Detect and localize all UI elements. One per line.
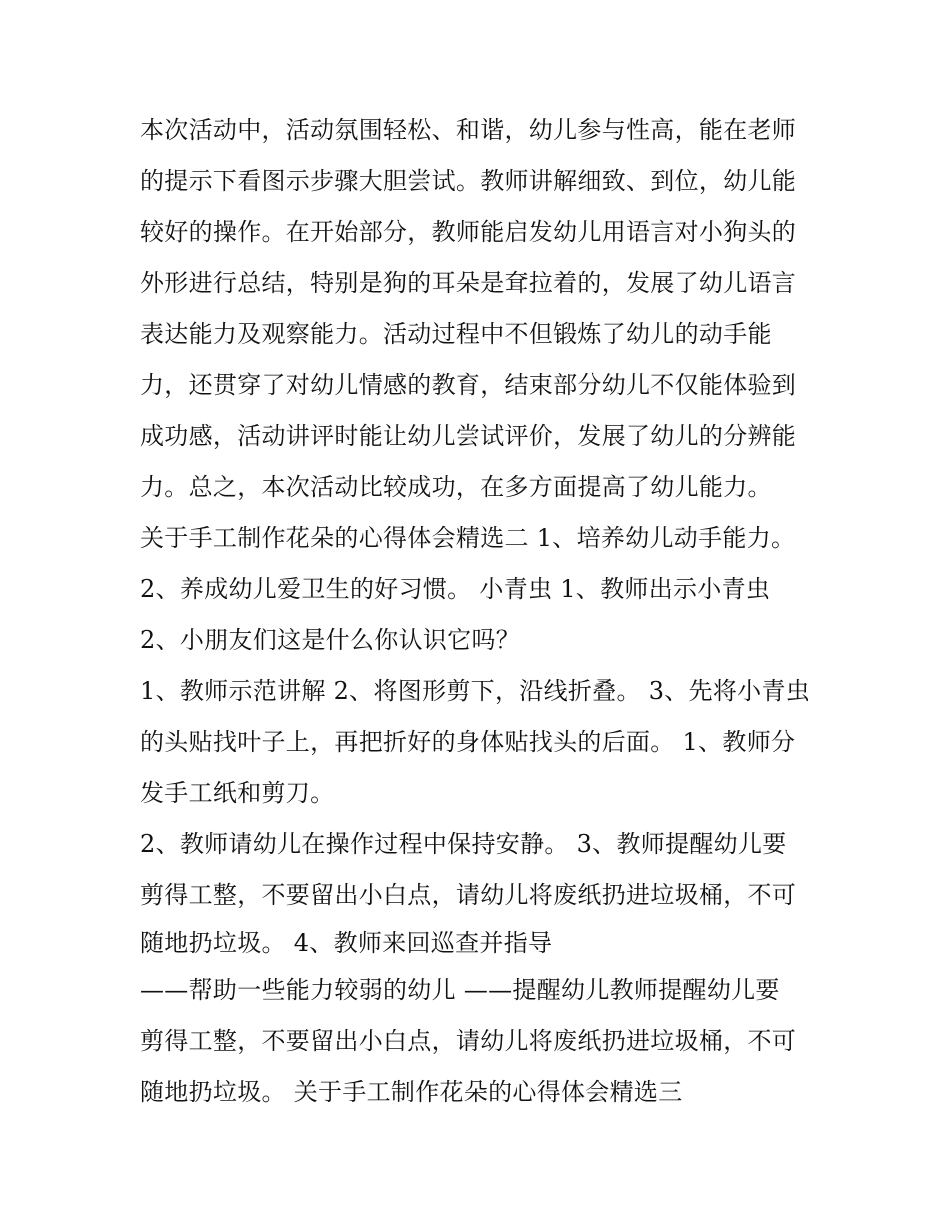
text-line: 力。总之，本次活动比较成功，在多方面提高了幼儿能力。 bbox=[140, 473, 772, 501]
text-line: 随地扔垃圾。 4、教师来回巡查并指导 bbox=[140, 929, 553, 957]
text-line: 剪得工整，不要留出小白点，请幼儿将废纸扔进垃圾桶，不可 bbox=[140, 881, 797, 909]
text-line: 2、养成幼儿爱卫生的好习惯。 小青虫 1、教师出示小青虫 bbox=[140, 575, 771, 603]
body-text bbox=[140, 105, 830, 1118]
text-line: 关于手工制作花朵的心得体会精选二 1、培养幼儿动手能力。 bbox=[140, 524, 796, 552]
text-line: 外形进行总结，特别是狗的耳朵是耷拉着的，发展了幼儿语言 bbox=[140, 269, 797, 297]
text-line: 力，还贯穿了对幼儿情感的教育，结束部分幼儿不仅能体验到 bbox=[140, 371, 797, 399]
text-line: 成功感，活动讲评时能让幼儿尝试评价，发展了幼儿的分辨能 bbox=[140, 422, 797, 450]
text-line: 较好的操作。在开始部分，教师能启发幼儿用语言对小狗头的 bbox=[140, 218, 797, 246]
text-line: 随地扔垃圾。 关于手工制作花朵的心得体会精选三 bbox=[140, 1078, 683, 1106]
text-line: 的头贴找叶子上，再把折好的身体贴找头的后面。 1、教师分 bbox=[140, 728, 796, 756]
text-line: 表达能力及观察能力。活动过程中不但锻炼了幼儿的动手能 bbox=[140, 320, 772, 348]
text-line: 2、小朋友们这是什么你认识它吗？ bbox=[140, 626, 521, 654]
text-line: 1、教师示范讲解 2、将图形剪下，沿线折叠。 3、先将小青虫 bbox=[140, 677, 811, 705]
text-line: 发手工纸和剪刀。 bbox=[140, 779, 335, 807]
text-line: ——帮助一些能力较弱的幼儿 ——提醒幼儿教师提醒幼儿要 bbox=[140, 976, 780, 1004]
text-line: 2、教师请幼儿在操作过程中保持安静。 3、教师提醒幼儿要 bbox=[140, 830, 787, 858]
text-line: 本次活动中，活动氛围轻松、和谐，幼儿参与性高，能在老师 bbox=[140, 116, 797, 144]
text-line: 的提示下看图示步骤大胆尝试。教师讲解细致、到位，幼儿能 bbox=[140, 167, 797, 195]
text-line: 剪得工整，不要留出小白点，请幼儿将废纸扔进垃圾桶，不可 bbox=[140, 1027, 797, 1055]
